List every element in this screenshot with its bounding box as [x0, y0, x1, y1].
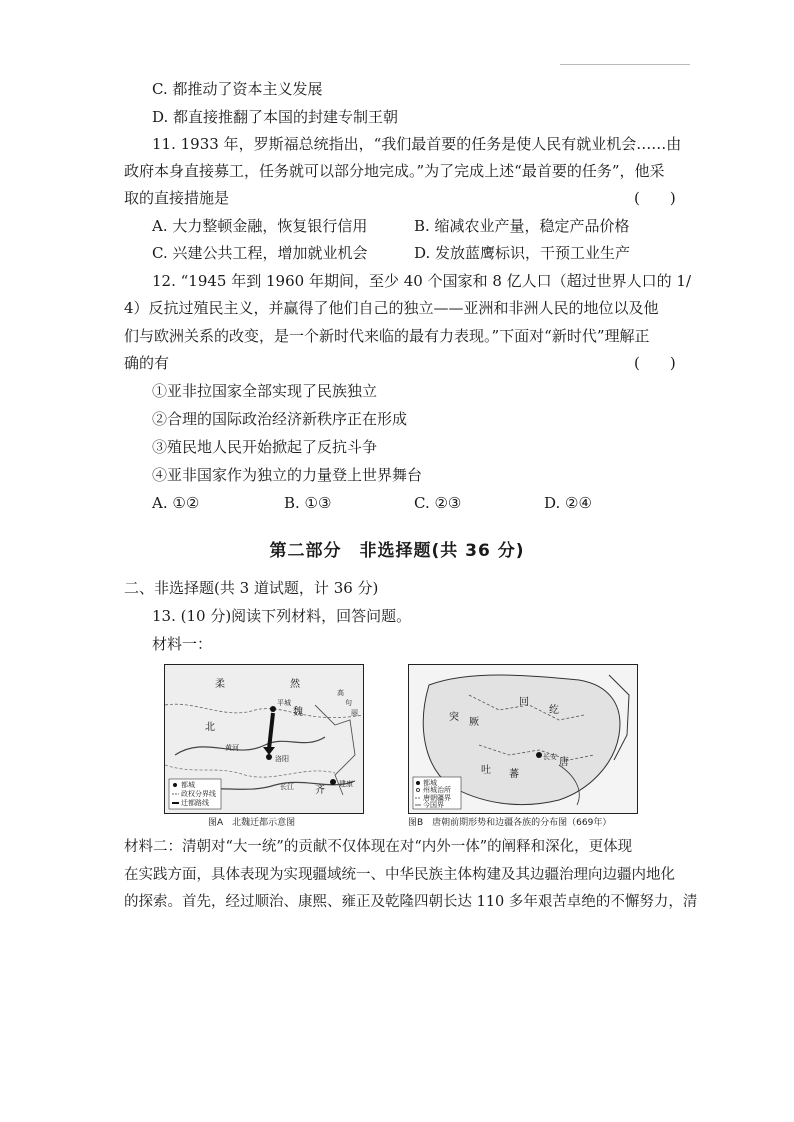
q11-option-d: D. 发放蓝鹰标识，干预工业生产	[414, 244, 631, 262]
svg-text:长安: 长安	[543, 753, 557, 761]
q12-option-b: B. ①③	[284, 494, 332, 512]
svg-text:黄河: 黄河	[225, 744, 239, 752]
svg-text:回: 回	[519, 697, 529, 708]
q12-option-d: D. ②④	[544, 494, 592, 512]
svg-text:厥: 厥	[469, 717, 479, 728]
q11-option-a: A. 大力整顿金融，恢复银行信用	[152, 217, 368, 235]
svg-text:蕃: 蕃	[509, 769, 519, 780]
q13-stem: 13. (10 分)阅读下列材料，回答问题。	[152, 607, 412, 625]
q10-option-c: C. 都推动了资本主义发展	[152, 80, 323, 98]
svg-text:都城: 都城	[423, 779, 437, 787]
svg-text:洛阳: 洛阳	[275, 755, 289, 763]
q12-statement-4: ④亚非国家作为独立的力量登上世界舞台	[152, 466, 423, 484]
svg-text:魏: 魏	[293, 707, 303, 718]
svg-text:纥: 纥	[549, 705, 559, 716]
map-a-drawing	[165, 665, 363, 813]
svg-text:平城: 平城	[277, 699, 291, 707]
svg-text:突: 突	[449, 712, 459, 723]
svg-text:今国界: 今国界	[423, 801, 444, 809]
q11-option-c: C. 兴建公共工程，增加就业机会	[152, 244, 368, 262]
q12-option-a: A. ①②	[152, 494, 200, 512]
q12-statement-3: ③殖民地人民开始掀起了反抗斗争	[152, 438, 378, 456]
svg-text:句: 句	[345, 699, 352, 707]
svg-text:高: 高	[337, 689, 344, 697]
svg-text:齐: 齐	[315, 785, 325, 796]
q12-option-c: C. ②③	[414, 494, 462, 512]
map-a-caption: 图A 北魏迁都示意图	[208, 818, 296, 828]
part2-title: 第二部分 非选择题(共 36 分)	[269, 541, 525, 561]
map-b-caption: 图B 唐朝前期形势和边疆各族的分布图（669年）	[408, 818, 612, 828]
svg-text:政权分界线: 政权分界线	[181, 790, 216, 798]
q11-stem-line1: 11. 1933 年，罗斯福总统指出，“我们最首要的任务是使人民有就业机会……由	[152, 135, 682, 153]
svg-text:柔: 柔	[215, 679, 225, 690]
top-rule	[560, 64, 690, 65]
q12-stem-line2: 4）反抗过殖民主义，并赢得了他们自己的独立——亚洲和非洲人民的地位以及他	[124, 299, 659, 317]
q12-stem-line1: 12. “1945 年到 1960 年期间，至少 40 个国家和 8 亿人口（超过世界人口的 1/	[152, 272, 692, 290]
q11-option-b: B. 缩减农业产量，稳定产品价格	[414, 217, 630, 235]
material2-line1: 材料二：清朝对“大一统”的贡献不仅体现在对“内外一体”的阐释和深化，更体现	[124, 839, 633, 855]
q11-answer-blank: ( )	[634, 189, 676, 207]
svg-text:长江: 长江	[280, 783, 294, 791]
map-b-drawing	[409, 665, 637, 813]
svg-text:州城治所: 州城治所	[423, 786, 451, 794]
svg-text:丽: 丽	[351, 709, 358, 717]
part2-heading: 二、非选择题(共 3 道试题，计 36 分)	[124, 579, 379, 597]
svg-text:迁都路线: 迁都路线	[181, 799, 209, 807]
material1-label: 材料一：	[152, 635, 213, 653]
svg-text:唐朝疆界: 唐朝疆界	[423, 794, 451, 802]
map-a-northern-wei	[164, 664, 364, 814]
q12-statement-1: ①亚非拉国家全部实现了民族独立	[152, 382, 378, 400]
svg-text:建康: 建康	[339, 780, 353, 788]
svg-text:唐: 唐	[559, 757, 569, 768]
q11-stem-line3: 取的直接措施是	[124, 189, 230, 207]
map-b-tang-dynasty	[408, 664, 638, 814]
material2-line2: 在实践方面，具体表现为实现疆域统一、中华民族主体构建及其边疆治理向边疆内地化	[124, 867, 675, 883]
q12-statement-2: ②合理的国际政治经济新秩序正在形成	[152, 410, 408, 428]
q12-stem-line4: 确的有	[124, 354, 170, 372]
svg-text:吐: 吐	[481, 765, 491, 776]
material2-line3: 的探索。首先，经过顺治、康熙、雍正及乾隆四朝长达 110 多年艰苦卓绝的不懈努力，清	[124, 894, 698, 910]
q11-stem-line2: 政府本身直接募工，任务就可以部分地完成。”为了完成上述“最首要的任务”，他采	[124, 162, 665, 180]
q12-stem-line3: 们与欧洲关系的改变，是一个新时代来临的最有力表现。”下面对“新时代”理解正	[124, 327, 650, 345]
svg-text:都城: 都城	[181, 781, 195, 789]
svg-text:然: 然	[290, 679, 300, 690]
q10-option-d: D. 都直接推翻了本国的封建专制王朝	[152, 108, 399, 126]
svg-text:北: 北	[205, 722, 215, 733]
q12-answer-blank: ( )	[634, 354, 676, 372]
